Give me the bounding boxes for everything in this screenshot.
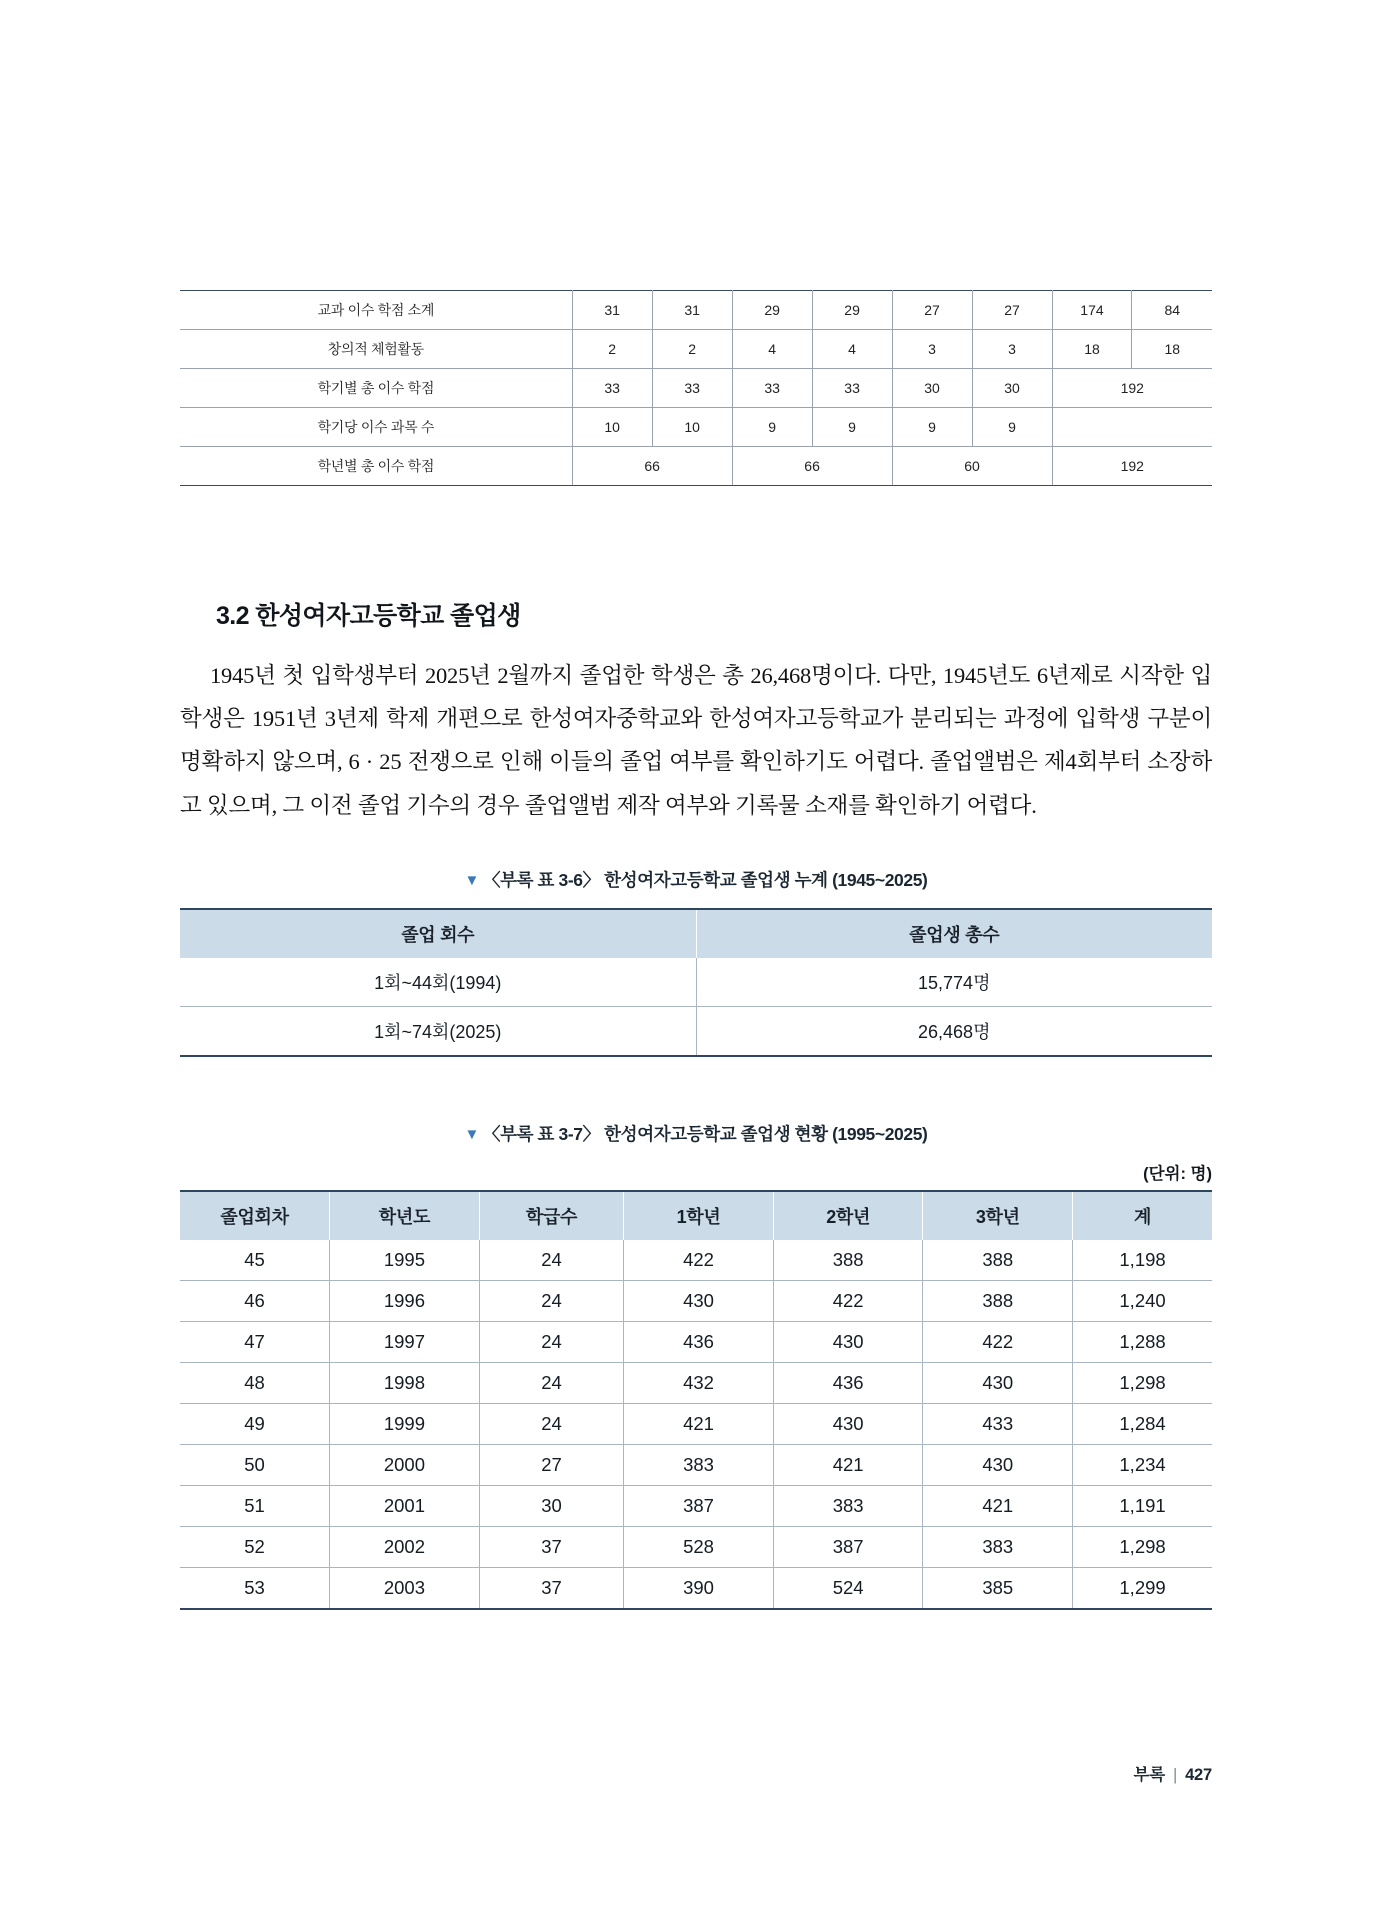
table-column-header: 1학년 [624,1191,774,1240]
table-cell: 421 [923,1485,1073,1526]
table-cell: 24 [479,1321,623,1362]
table-cell: 24 [479,1362,623,1403]
table-cell: 24 [479,1280,623,1321]
table-3-6-body [180,958,1212,1056]
table-cell: 1,234 [1073,1444,1212,1485]
table-row [180,1362,1212,1403]
table-cell: 9 [892,408,972,447]
table-cell: 2001 [330,1485,480,1526]
credits-table-body [180,291,1212,486]
table-cell: 388 [923,1240,1073,1281]
table-3-7-caption [180,1121,1212,1146]
table-cell: 1996 [330,1280,480,1321]
table-row [180,1444,1212,1485]
table-column-header: 학년도 [330,1191,480,1240]
table-row [180,958,1212,1007]
table-cell: 27 [479,1444,623,1485]
table-cell-label: 학기당 이수 과목 수 [180,408,572,447]
table-column-header: 계 [1073,1191,1212,1240]
table-cell: 430 [773,1403,923,1444]
table-cell: 37 [479,1567,623,1609]
table-cell: 430 [624,1280,774,1321]
table-cell: 422 [624,1240,774,1281]
credits-table [180,290,1212,486]
table-cell: 430 [923,1362,1073,1403]
table-row [180,1321,1212,1362]
table-cell: 192 [1052,447,1212,486]
table-cell: 385 [923,1567,1073,1609]
table-cell: 430 [923,1444,1073,1485]
table-cell: 37 [479,1526,623,1567]
table-row [180,291,1212,330]
table-row [180,1280,1212,1321]
table-cell: 10 [572,408,652,447]
page-title: 3.2 한성여자고등학교 졸업생 [216,602,521,630]
credits-table-section [180,0,1212,486]
page-footer [1133,1761,1212,1785]
body-paragraph: 1945년 첫 입학생부터 2025년 2월까지 졸업한 학생은 총 26,468명이다. 다만, 1945년도 6년제로 시작한 입학생은 1951년 3년제 학제 개편으로 한성여자중학교와 한성여자고등학교가 분리되는 과정에 입학생 구분이 명확하지 않으며, 6 · 25 전쟁으로 인해 이들의 졸업 여부를 확인하기도 어렵다. 졸업앨범은 제4회부터 소장하고 있으며, 그 이전 졸업 기수의 경우 졸업앨범 제작 여부와 기록물 소재를 확인하기 어렵다. [180,663,1212,818]
table-cell: 4 [812,330,892,369]
footer-label: 부록 [1133,1766,1165,1784]
table-cell: 31 [652,291,732,330]
table-cell: 1,284 [1073,1403,1212,1444]
table-column-header: 졸업회차 [180,1191,330,1240]
table-cell: 1995 [330,1240,480,1281]
table-3-7-unit-note: (단위: 명) [1143,1164,1212,1183]
table-cell: 436 [773,1362,923,1403]
table-cell: 47 [180,1321,330,1362]
table-cell: 52 [180,1526,330,1567]
table-header-row [180,909,1212,958]
table-cell: 421 [773,1444,923,1485]
table-cell: 45 [180,1240,330,1281]
table-cell-label: 창의적 체험활동 [180,330,572,369]
table-row [180,369,1212,408]
table-cell: 18 [1132,330,1212,369]
table-cell: 33 [732,369,812,408]
table-cell: 383 [773,1485,923,1526]
table-cell: 430 [773,1321,923,1362]
table-cell: 387 [773,1526,923,1567]
table-cell: 9 [812,408,892,447]
table-cell: 436 [624,1321,774,1362]
table-cell: 30 [479,1485,623,1526]
table-cell: 390 [624,1567,774,1609]
table-cell: 24 [479,1240,623,1281]
table-column-header: 졸업생 총수 [696,909,1212,958]
table-cell: 1,240 [1073,1280,1212,1321]
table-column-header: 학급수 [479,1191,623,1240]
table-3-6-caption [180,867,1212,892]
table-cell: 3 [972,330,1052,369]
table-cell: 84 [1132,291,1212,330]
table-cell: 422 [923,1321,1073,1362]
table-3-6 [180,908,1212,1057]
table-cell: 26,468명 [918,1021,991,1042]
table-row [180,1567,1212,1609]
table-cell: 24 [479,1403,623,1444]
table-cell: 29 [732,291,812,330]
table-column-header: 2학년 [773,1191,923,1240]
table-cell-label: 교과 이수 학점 소계 [180,291,572,330]
table-cell: 1999 [330,1403,480,1444]
table-row [180,447,1212,486]
table-cell: 29 [812,291,892,330]
footer-divider: | [1172,1766,1178,1784]
table-row [180,330,1212,369]
table-cell: 174 [1052,291,1132,330]
table-cell: 1,191 [1073,1485,1212,1526]
table-cell: 528 [624,1526,774,1567]
table-cell: 18 [1052,330,1132,369]
table-cell: 10 [652,408,732,447]
table-cell: 421 [624,1403,774,1444]
table-cell: 388 [773,1240,923,1281]
table-cell: 422 [773,1280,923,1321]
table-3-6-caption-text: 〈부록 표 3-6〉 한성여자고등학교 졸업생 누계 (1945~2025) [482,869,928,890]
footer-page-number: 427 [1185,1766,1212,1784]
table-cell: 31 [572,291,652,330]
table-cell: 1998 [330,1362,480,1403]
table-cell: 1,298 [1073,1526,1212,1567]
table-cell: 9 [732,408,812,447]
table-cell: 48 [180,1362,330,1403]
table-header-row [180,1191,1212,1240]
table-cell: 2 [652,330,732,369]
table-3-7-head [180,1191,1212,1240]
table-cell: 1,198 [1073,1240,1212,1281]
table-cell: 1,299 [1119,1576,1166,1598]
table-cell: 33 [572,369,652,408]
table-cell [1052,408,1212,447]
table-cell: 432 [624,1362,774,1403]
table-cell: 33 [652,369,732,408]
table-cell: 50 [180,1444,330,1485]
table-row [180,1526,1212,1567]
table-3-6-head [180,909,1212,958]
table-row [180,1403,1212,1444]
table-cell: 1,288 [1073,1321,1212,1362]
triangle-marker-icon: ▼ [464,1125,479,1143]
table-cell: 66 [732,447,892,486]
table-3-7 [180,1190,1212,1610]
table-cell: 33 [812,369,892,408]
table-cell: 383 [923,1526,1073,1567]
table-cell: 2 [572,330,652,369]
table-cell: 383 [624,1444,774,1485]
triangle-marker-icon: ▼ [464,871,479,889]
table-cell: 192 [1052,369,1212,408]
table-row [180,1240,1212,1281]
table-row [180,408,1212,447]
table-cell: 1,298 [1073,1362,1212,1403]
table-cell: 387 [624,1485,774,1526]
table-cell: 1회~74회(2025) [180,1006,696,1056]
table-cell: 4 [732,330,812,369]
table-column-header: 3학년 [923,1191,1073,1240]
table-cell: 30 [892,369,972,408]
table-cell: 49 [180,1403,330,1444]
table-cell: 524 [773,1567,923,1609]
table-cell: 2002 [330,1526,480,1567]
table-cell: 51 [180,1485,330,1526]
table-cell: 2003 [330,1567,480,1609]
table-cell: 30 [972,369,1052,408]
table-cell: 2000 [330,1444,480,1485]
table-cell: 3 [892,330,972,369]
table-cell: 388 [923,1280,1073,1321]
table-cell: 1회~44회(1994) [180,958,696,1007]
table-cell: 53 [180,1567,330,1609]
table-row [180,1006,1212,1056]
table-cell: 433 [923,1403,1073,1444]
table-cell-label: 학기별 총 이수 학점 [180,369,572,408]
table-column-header: 졸업 회수 [180,909,696,958]
table-3-7-body [180,1240,1212,1609]
table-cell: 9 [972,408,1052,447]
table-cell: 46 [180,1280,330,1321]
table-3-7-caption-text: 〈부록 표 3-7〉 한성여자고등학교 졸업생 현황 (1995~2025) [482,1123,928,1144]
table-row [180,1485,1212,1526]
table-cell-label: 학년별 총 이수 학점 [180,447,572,486]
table-cell: 66 [572,447,732,486]
table-cell: 1997 [330,1321,480,1362]
table-cell: 27 [892,291,972,330]
table-cell: 60 [892,447,1052,486]
table-cell: 27 [972,291,1052,330]
table-cell: 15,774명 [696,958,1212,1007]
